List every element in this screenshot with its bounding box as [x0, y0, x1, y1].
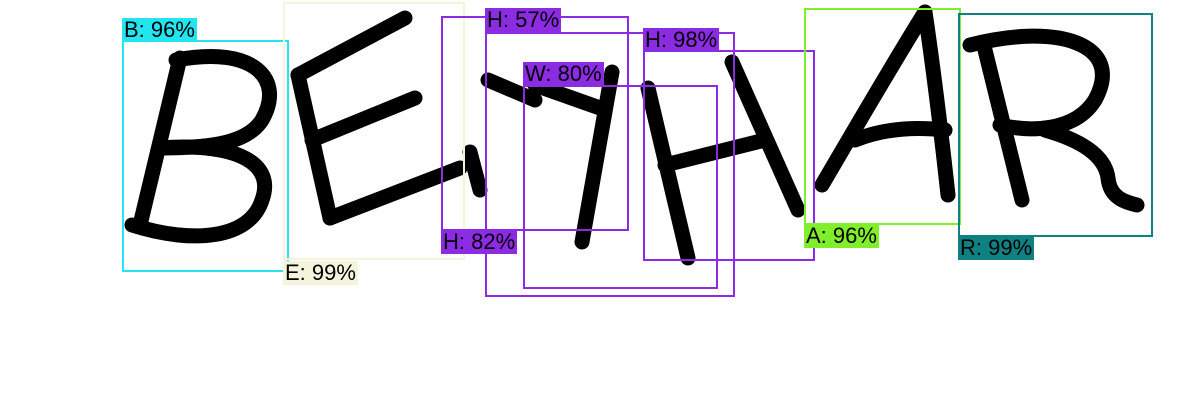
detection-label-a: A: 96%: [806, 223, 877, 248]
detection-label-h-98: H: 98%: [645, 27, 718, 52]
detection-label-e: E: 99%: [285, 260, 356, 285]
detection-box-r: [958, 13, 1153, 237]
detection-box-b: [122, 40, 289, 272]
detection-box-a: [804, 8, 961, 225]
detection-label-b: B: 96%: [124, 17, 195, 42]
detection-label-w-80: W: 80%: [525, 61, 602, 86]
detection-label-r: R: 99%: [960, 235, 1033, 260]
detection-box-h-82: [643, 50, 815, 261]
detection-label-h-82: H: 82%: [443, 229, 516, 254]
detection-label-h-57: H: 57%: [487, 7, 560, 32]
detection-box-e: [283, 2, 465, 260]
